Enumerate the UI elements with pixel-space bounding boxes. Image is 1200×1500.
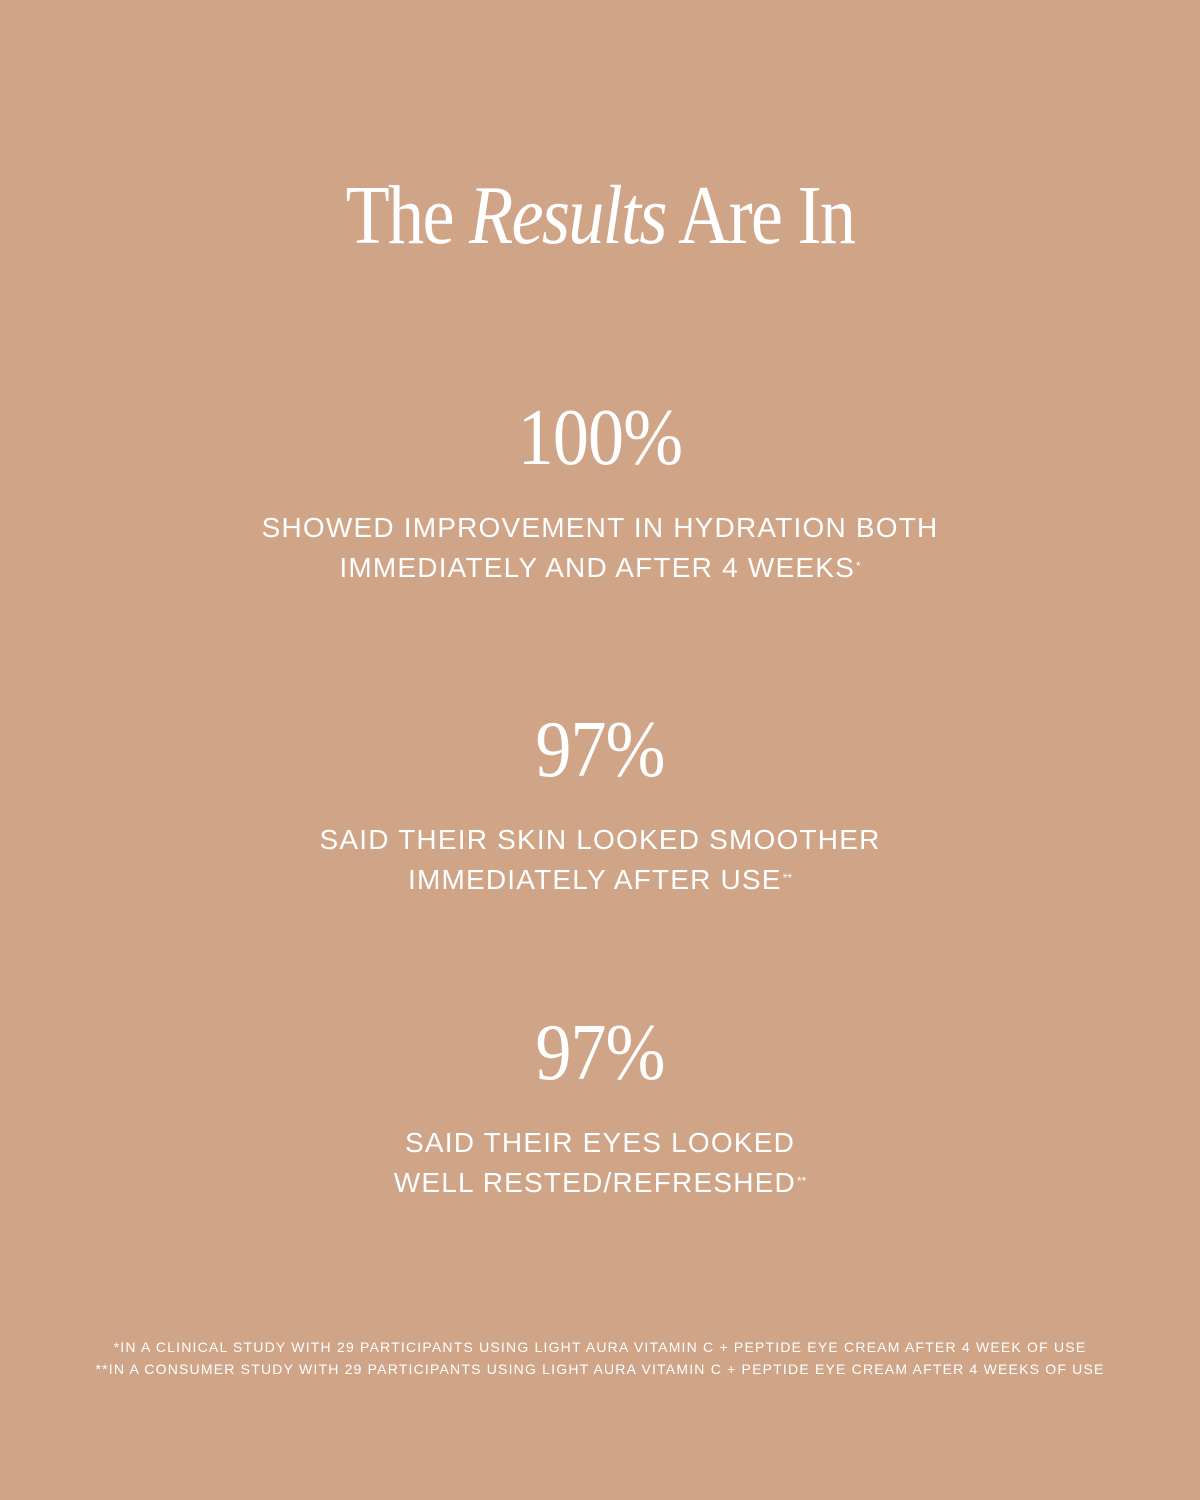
stat-block-smoother-skin [0, 706, 1200, 900]
stat-description-text: IMMEDIATELY AND AFTER 4 WEEKS [339, 552, 855, 583]
stat-description [0, 508, 1200, 588]
footnote-marker: ** [796, 1174, 807, 1188]
stat-description [0, 1123, 1200, 1203]
footnotes [0, 1336, 1200, 1380]
stat-description-line [0, 860, 1200, 900]
stat-value: 97% [535, 706, 665, 794]
title-prefix: The [345, 169, 470, 262]
footnote-marker: * [855, 559, 861, 573]
page-title [84, 168, 1116, 265]
stat-description-line [0, 1163, 1200, 1203]
stat-block-hydration [0, 394, 1200, 588]
stat-description [0, 820, 1200, 900]
stat-value: 97% [535, 1009, 665, 1097]
stat-description-line: SHOWED IMPROVEMENT IN HYDRATION BOTH [261, 512, 939, 543]
stat-description-text: WELL RESTED/REFRESHED [393, 1167, 796, 1198]
stat-value: 100% [517, 394, 683, 482]
stat-block-rested-eyes [0, 1009, 1200, 1203]
stat-description-line [0, 548, 1200, 588]
stat-description-line: SAID THEIR SKIN LOOKED SMOOTHER [319, 824, 881, 855]
footnote-clinical: *IN A CLINICAL STUDY WITH 29 PARTICIPANTS USING LIGHT AURA VITAMIN C + PEPTIDE EYE CREAM AFTER 4 WEEK OF USE [113, 1339, 1087, 1355]
title-suffix: Are In [665, 169, 855, 262]
title-emphasis: Results [469, 169, 666, 262]
stat-description-text: IMMEDIATELY AFTER USE [407, 864, 782, 895]
footnote-consumer: **IN A CONSUMER STUDY WITH 29 PARTICIPANTS USING LIGHT AURA VITAMIN C + PEPTIDE EYE CREAM AFTER 4 WEEKS OF USE [95, 1361, 1105, 1377]
footnote-marker: ** [782, 871, 793, 885]
stat-description-line: SAID THEIR EYES LOOKED [405, 1127, 795, 1158]
